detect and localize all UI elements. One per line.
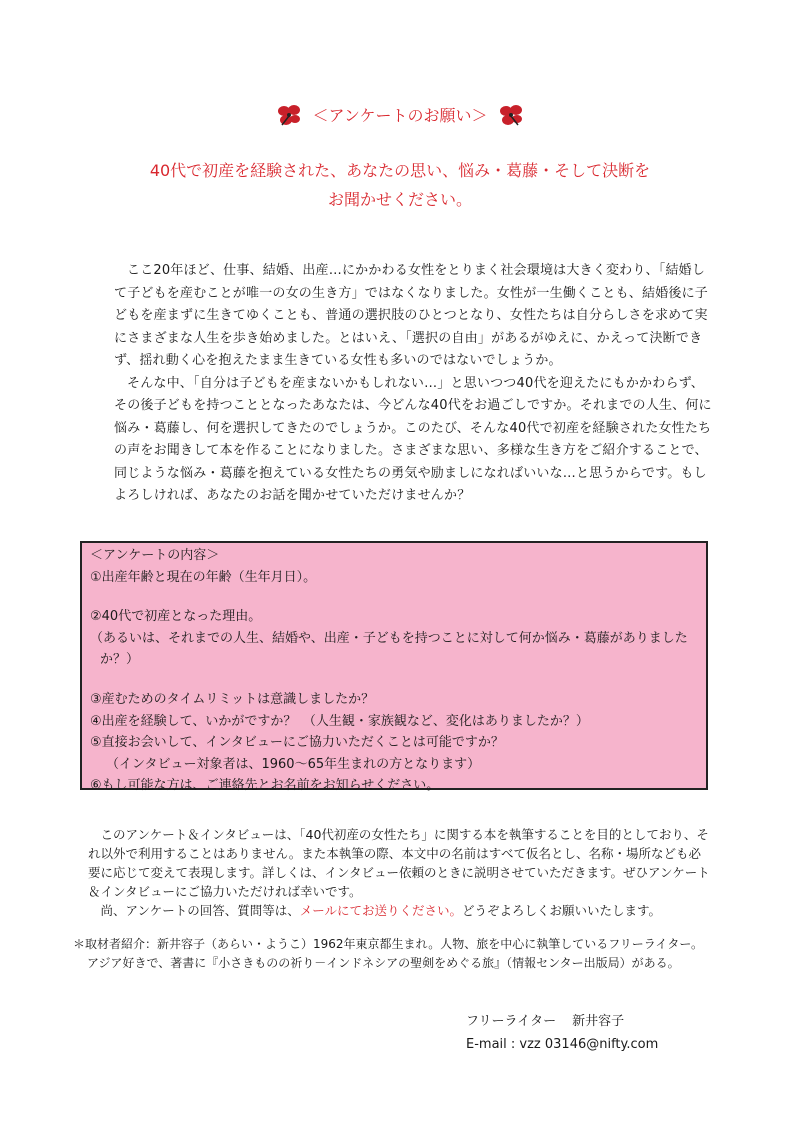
email-request-highlight: メールにてお送りください。 <box>299 903 463 918</box>
flower-icon <box>276 104 302 126</box>
question-2-note: （あるいは、それまでの人生、結婚や、出産・子どもを持つことに対して何か悩み・葛藤がありました <box>90 630 688 646</box>
survey-heading: ＜アンケートの内容＞ <box>90 548 220 563</box>
closing-paragraph-1: このアンケート＆インタビューは、「40代初産の女性たち」に関する本を執筆することを目的としており、それ以外で利用することはありません。また本執筆の際、本文中の名前はすべて仮名とし、名称・場所なども必要に応じて変えて表現します。詳しくは、インタビュー依頼のときに説明させていただきます。ぜひアンケート＆インタビューにご協力いただければ幸いです。 <box>88 827 710 899</box>
profile-line-1: ＊取材者紹介：新井容子（あらい・ようこ）1962年東京都生まれ。人物、旅を中心に執筆しているフリーライター。 <box>73 937 703 951</box>
question-2: ②40代で初産となった理由。 <box>90 609 262 625</box>
subtitle <box>0 156 800 214</box>
signature-role: フリーライター <box>466 1014 557 1029</box>
intro-paragraph-2: そんな中、「自分は子どもを産まないかもしれない…」と思いつつ40代を迎えたにもかかわらず、その後子どもを持つこととなったあなたは、今どんな40代をお過ごしですか。それまでの人生、何に悩み・葛藤し、何を選択してきたのでしょうか。このたび、そんな40代で初産を経験された女性たちの声をお聞きして本を作ることになりました。さまざまな思い、多様な生き方をご紹介することで、同じような悩み・葛藤を抱えている女性たちの勇気や励ましになればいいな…と思うからです。もしよろしければ、あなたのお話を聞かせていただけませんか？ <box>114 375 712 503</box>
closing-text-end: どうぞよろしくお願いいたします。 <box>462 903 662 918</box>
question-1: ①出産年齢と現在の年齢（生年月日）。 <box>90 569 317 585</box>
signature-name: 新井容子 <box>572 1014 625 1029</box>
question-3: ③産むためのタイムリミットは意識しましたか？ <box>90 691 375 707</box>
question-2-note-cont: か？） <box>100 652 140 668</box>
page-title: ＜アンケートのお願い＞ <box>312 106 488 125</box>
question-5: ⑤直接お会いして、インタビューにご協力いただくことは可能ですか？ <box>90 735 504 751</box>
signature-name-line <box>466 1010 658 1033</box>
question-5-note: （インタビュー対象者は、1960～65年生まれの方となります） <box>106 756 481 772</box>
author-profile <box>73 935 733 973</box>
survey-questions-box <box>80 541 708 794</box>
flower-icon <box>498 104 524 126</box>
title-row <box>0 103 800 126</box>
closing-paragraph-2 <box>88 901 710 920</box>
subtitle-line-1: 40代で初産を経験された、あなたの思い、悩み・葛藤・そして決断を <box>149 161 651 180</box>
intro-text <box>114 260 714 508</box>
profile-line-2: アジア好きで、著書に『小さきものの祈り－インドネシアの聖剣をめぐる旅』（情報センター出版局）がある。 <box>87 956 680 970</box>
closing-text <box>88 825 710 920</box>
subtitle-line-2: お聞かせください。 <box>327 190 472 209</box>
question-6: ⑥もし可能な方は、ご連絡先とお名前をお知らせください。 <box>90 778 440 794</box>
closing-text-start: 尚、アンケートの回答、質問等は、 <box>100 903 300 918</box>
signature <box>466 1010 658 1056</box>
question-4: ④出産を経験して、いかがですか？ （人生観・家族観など、変化はありましたか？） <box>90 713 589 729</box>
signature-email: E-mail : vzz 03146@nifty.com <box>466 1037 659 1052</box>
intro-paragraph-1: ここ20年ほど、仕事、結婚、出産…にかかわる女性をとりまく社会環境は大きく変わり、「結婚して子どもを産むことが唯一の女の生き方」ではなくなりました。女性が一生働くことも、結婚後に子どもを産まずに生きてゆくことも、普通の選択肢のひとつとなり、女性たちは自分らしさを求めて実にさまざまな人生を歩き始めました。とはいえ、「選択の自由」があるがゆえに、かえって決断できず、揺れ動く心を抱えたまま生きている女性も多いのではないでしょうか。 <box>114 263 709 368</box>
